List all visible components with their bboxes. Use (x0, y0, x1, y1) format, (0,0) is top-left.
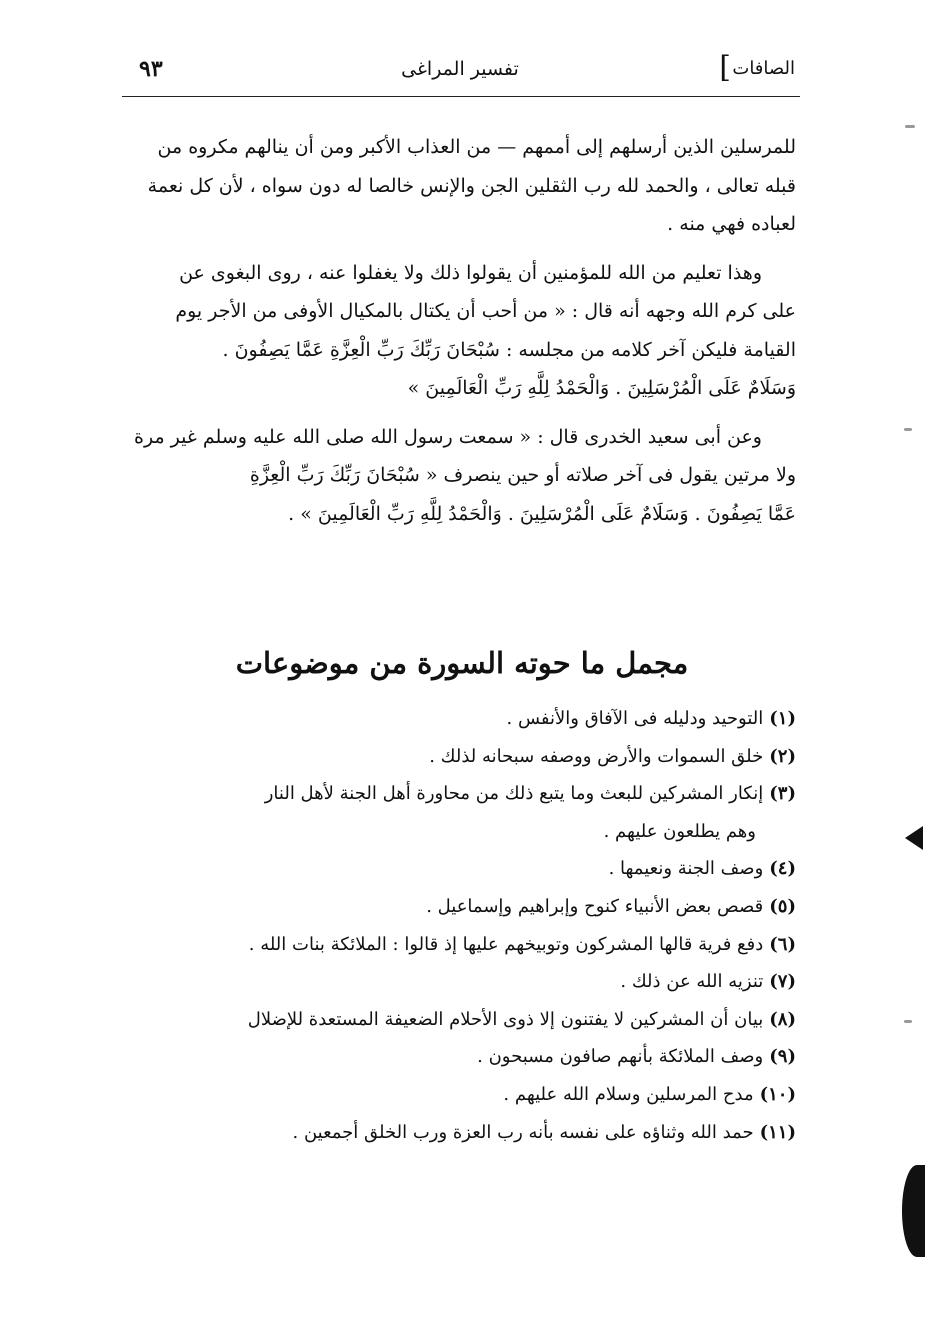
list-item (120, 738, 796, 776)
item-text: دفع فرية قالها المشركون وتوبيخهم عليها إذ قالوا : الملائكة بنات الله . (248, 933, 764, 955)
surah-name: الصافات (732, 58, 795, 79)
quran-verse-line: عَمَّا يَصِفُونَ . وَسَلَامٌ عَلَى الْمُرْسَلِينَ . وَالْحَمْدُ لِلَّهِ رَبِّ الْعَالَمِينَ » . (288, 502, 796, 525)
commentary-text (128, 128, 796, 533)
page-header (125, 48, 795, 94)
item-number: (٨) (769, 1008, 796, 1030)
quran-verse-line: وَسَلَامٌ عَلَى الْمُرْسَلِينَ . وَالْحَمْدُ لِلَّهِ رَبِّ الْعَالَمِينَ » (407, 377, 796, 399)
item-text: بيان أن المشركين لا يفتنون إلا ذوى الأحلام الضعيفة المستعدة للإضلال (247, 1008, 764, 1030)
section-heading: مجمل ما حوته السورة من موضوعات (235, 646, 689, 680)
text-line: على كرم الله وجهه أنه قال : « من أحب أن يكتال بالمكيال الأوفى من الأجر يوم (175, 300, 796, 322)
item-number: (٧) (769, 971, 796, 993)
list-item (120, 1038, 796, 1076)
item-text: وصف الملائكة بأنهم صافون مسبحون . (477, 1046, 764, 1068)
item-text: قصص بعض الأنبياء كنوح وإبراهيم وإسماعيل . (426, 895, 764, 917)
item-text: إنكار المشركين للبعث وما يتبع ذلك من محاورة أهل الجنة لأهل النار (264, 783, 764, 805)
list-item (120, 926, 796, 964)
item-number: (١) (769, 708, 796, 729)
item-number: (٤) (769, 858, 796, 880)
text-line: للمرسلين الذين أرسلهم إلى أممهم — من العذاب الأكبر ومن أن ينالهم مكروه من (157, 136, 796, 158)
item-number: (٦) (769, 933, 796, 955)
item-number: (١٠) (759, 1083, 796, 1105)
text-line: ولا مرتين يقول فى آخر صلاته أو حين ينصرف « سُبْحَانَ رَبِّكَ رَبِّ الْعِزَّةِ (249, 464, 796, 486)
text-line: القيامة فليكن آخر كلامه من مجلسه : سُبْحَانَ رَبِّكَ رَبِّ الْعِزَّةِ عَمَّا يَصِفُونَ . (222, 338, 796, 361)
list-item-continuation (120, 813, 796, 851)
text-line: وعن أبى سعيد الخدرى قال : « سمعت رسول الله صلى الله عليه وسلم غير مرة (134, 425, 762, 448)
text-line: لعباده فهي منه . (667, 213, 796, 235)
item-number: (٥) (769, 895, 796, 917)
item-text: وهم يطلعون عليهم . (603, 820, 756, 842)
paragraph (128, 254, 796, 408)
item-text: حمد الله وثناؤه على نفسه بأنه رب العزة ورب الخلق أجمعين . (292, 1121, 754, 1143)
list-item (120, 963, 796, 1001)
book-title: تفسير المراغى (401, 58, 519, 80)
item-number: (٢) (769, 745, 796, 767)
margin-mark-icon (905, 826, 923, 850)
list-item (120, 700, 796, 738)
item-text: خلق السموات والأرض ووصفه سبحانه لذلك . (429, 745, 764, 767)
list-item (120, 888, 796, 926)
scan-speck (905, 125, 915, 128)
item-number: (١١) (759, 1121, 796, 1143)
item-number: (٩) (769, 1046, 796, 1068)
list-item (120, 775, 796, 813)
paragraph (128, 128, 796, 244)
text-line: قبله تعالى ، والحمد لله رب الثقلين الجن والإنس خالصا له دون سواه ، لأن كل نعمة (147, 174, 796, 197)
list-item (120, 1114, 796, 1152)
scan-speck (904, 428, 912, 431)
list-item (120, 1076, 796, 1114)
scan-blot (902, 1165, 925, 1257)
header-bracket: ] (719, 50, 731, 85)
page-number: ٩٣ (139, 56, 163, 82)
item-text: التوحيد ودليله فى الآفاق والأنفس . (506, 708, 764, 729)
list-item (120, 850, 796, 888)
topics-list (120, 700, 796, 1151)
item-text: تنزيه الله عن ذلك . (620, 971, 764, 993)
item-number: (٣) (769, 783, 796, 805)
item-text: وصف الجنة ونعيمها . (608, 858, 764, 880)
header-rule (122, 96, 800, 97)
list-item (120, 1001, 796, 1039)
item-text: مدح المرسلين وسلام الله عليهم . (503, 1083, 754, 1105)
paragraph (128, 418, 796, 534)
text-line: وهذا تعليم من الله للمؤمنين أن يقولوا ذلك ولا يغفلوا عنه ، روى البغوى عن (179, 261, 762, 284)
scan-speck (904, 1020, 912, 1023)
